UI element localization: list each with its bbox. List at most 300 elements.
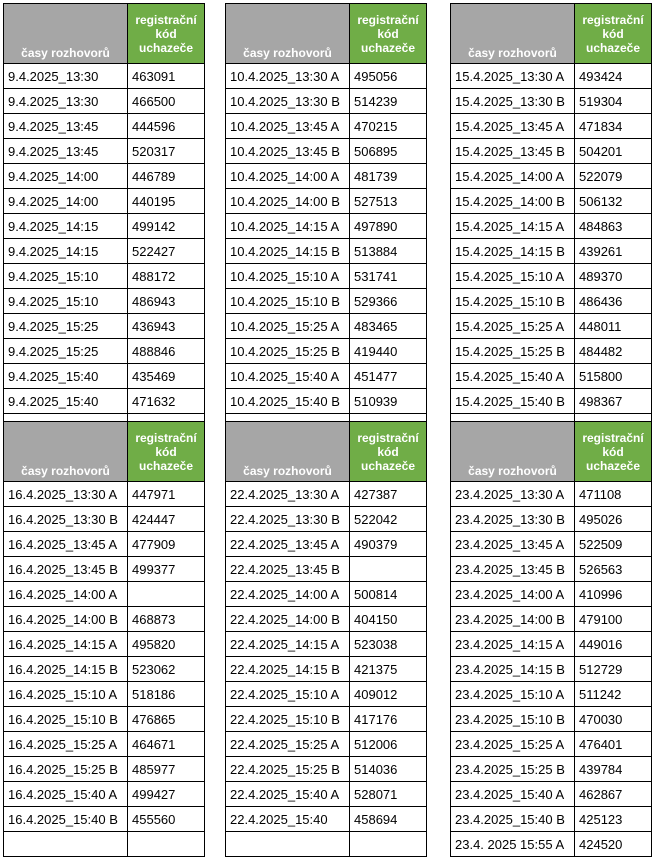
table-row xyxy=(226,89,427,114)
registration-code-cell[interactable]: 435469 xyxy=(128,364,205,389)
interview-time-cell[interactable]: 10.4.2025_15:40 B xyxy=(226,389,350,414)
schedule-table-16-4 xyxy=(3,421,205,857)
table-header-row xyxy=(451,4,652,64)
interview-time-cell[interactable]: 9.4.2025_15:10 xyxy=(4,289,128,314)
table-row xyxy=(451,289,652,314)
table-row xyxy=(451,682,652,707)
registration-code-header xyxy=(575,422,652,482)
registration-code-header xyxy=(128,422,205,482)
table-row xyxy=(451,582,652,607)
interview-time-cell[interactable]: 16.4.2025_15:25 A xyxy=(4,732,128,757)
interview-time-cell[interactable] xyxy=(4,832,128,857)
interview-time-cell[interactable]: 23.4.2025_15:40 A xyxy=(451,782,575,807)
registration-code-cell[interactable]: 506132 xyxy=(575,189,652,214)
registration-code-cell[interactable]: 481739 xyxy=(350,164,427,189)
registration-code-cell[interactable]: 495056 xyxy=(350,64,427,89)
interview-time-cell[interactable]: 10.4.2025_13:45 B xyxy=(226,139,350,164)
registration-code-cell[interactable]: 488172 xyxy=(128,264,205,289)
interview-time-cell[interactable]: 16.4.2025_13:45 B xyxy=(4,557,128,582)
registration-code-cell[interactable]: 466500 xyxy=(128,89,205,114)
registration-code-header-line: registrační xyxy=(135,430,197,445)
table-row xyxy=(226,732,427,757)
table-row xyxy=(226,64,427,89)
table-row xyxy=(226,364,427,389)
table-row xyxy=(451,164,652,189)
table-row xyxy=(226,314,427,339)
registration-code-cell[interactable]: 483465 xyxy=(350,314,427,339)
interview-time-cell[interactable]: 15.4.2025_14:15 B xyxy=(451,239,575,264)
registration-code-cell[interactable]: 455560 xyxy=(128,807,205,832)
registration-code-cell[interactable]: 424520 xyxy=(575,832,652,857)
interview-time-cell[interactable]: 23.4.2025_15:40 B xyxy=(451,807,575,832)
table-row xyxy=(451,89,652,114)
table-row xyxy=(4,632,205,657)
schedule-table-9-4 xyxy=(3,3,205,439)
interview-time-cell[interactable]: 10.4.2025_15:25 B xyxy=(226,339,350,364)
table-row xyxy=(451,189,652,214)
table-header-row xyxy=(226,422,427,482)
interview-time-cell[interactable]: 23.4.2025_15:25 A xyxy=(451,732,575,757)
table-row xyxy=(4,582,205,607)
interview-time-cell[interactable]: 16.4.2025_15:10 B xyxy=(4,707,128,732)
table-header-row xyxy=(4,422,205,482)
interview-time-cell[interactable]: 22.4.2025_15:10 A xyxy=(226,682,350,707)
interview-time-cell[interactable]: 15.4.2025_14:00 A xyxy=(451,164,575,189)
registration-code-cell[interactable]: 504201 xyxy=(575,139,652,164)
interview-time-cell[interactable]: 10.4.2025_13:30 B xyxy=(226,89,350,114)
table-row xyxy=(451,264,652,289)
registration-code-cell[interactable]: 471834 xyxy=(575,114,652,139)
registration-code-cell[interactable]: 522079 xyxy=(575,164,652,189)
interview-time-cell[interactable]: 9.4.2025_14:15 xyxy=(4,214,128,239)
interview-time-cell[interactable]: 15.4.2025_14:15 A xyxy=(451,214,575,239)
registration-code-cell[interactable]: 514036 xyxy=(350,757,427,782)
registration-code-cell[interactable]: 451477 xyxy=(350,364,427,389)
interview-time-cell[interactable]: 16.4.2025_15:10 A xyxy=(4,682,128,707)
registration-code-cell[interactable]: 522427 xyxy=(128,239,205,264)
registration-code-header-line: registrační xyxy=(582,430,644,445)
registration-code-cell[interactable]: 417176 xyxy=(350,707,427,732)
registration-code-cell[interactable]: 523038 xyxy=(350,632,427,657)
table-row xyxy=(451,782,652,807)
registration-code-cell[interactable]: 526563 xyxy=(575,557,652,582)
table-row xyxy=(226,707,427,732)
registration-code-cell[interactable]: 447971 xyxy=(128,482,205,507)
registration-code-cell[interactable]: 512006 xyxy=(350,732,427,757)
registration-code-cell[interactable]: 419440 xyxy=(350,339,427,364)
registration-code-header xyxy=(350,4,427,64)
registration-code-cell[interactable]: 495820 xyxy=(128,632,205,657)
table-row xyxy=(451,364,652,389)
table-row xyxy=(4,682,205,707)
registration-code-cell[interactable]: 489370 xyxy=(575,264,652,289)
interview-times-header: časy rozhovorů xyxy=(226,422,350,482)
registration-code-header-line: registrační xyxy=(357,12,419,27)
registration-code-header-line: uchazeče xyxy=(360,458,416,473)
table-row xyxy=(226,657,427,682)
interview-time-cell[interactable]: 9.4.2025_13:30 xyxy=(4,64,128,89)
table-row xyxy=(451,557,652,582)
registration-code-header-line: kód xyxy=(377,26,399,41)
table-row xyxy=(451,707,652,732)
table-row xyxy=(4,239,205,264)
interview-time-cell[interactable]: 16.4.2025_13:30 B xyxy=(4,507,128,532)
interview-time-cell[interactable]: 23.4.2025_15:25 B xyxy=(451,757,575,782)
registration-code-header-line: kód xyxy=(155,444,177,459)
registration-code-cell[interactable]: 523062 xyxy=(128,657,205,682)
table-row xyxy=(226,532,427,557)
registration-code-cell[interactable]: 449016 xyxy=(575,632,652,657)
interview-time-cell[interactable]: 22.4.2025_14:15 A xyxy=(226,632,350,657)
registration-code-cell[interactable]: 446789 xyxy=(128,164,205,189)
schedule-table-15-4 xyxy=(450,3,652,439)
interview-time-cell[interactable]: 10.4.2025_15:25 A xyxy=(226,314,350,339)
registration-code-header-line: uchazeče xyxy=(138,458,194,473)
registration-code-cell[interactable]: 486943 xyxy=(128,289,205,314)
interview-time-cell[interactable]: 16.4.2025_15:40 A xyxy=(4,782,128,807)
table-row xyxy=(4,114,205,139)
registration-code-header-line: registrační xyxy=(135,12,197,27)
interview-time-cell[interactable]: 23.4.2025_13:30 B xyxy=(451,507,575,532)
interview-time-cell[interactable]: 9.4.2025_13:30 xyxy=(4,89,128,114)
interview-time-cell[interactable]: 15.4.2025_15:10 B xyxy=(451,289,575,314)
interview-time-cell[interactable]: 10.4.2025_15:40 A xyxy=(226,364,350,389)
table-row xyxy=(4,189,205,214)
registration-code-cell[interactable]: 421375 xyxy=(350,657,427,682)
registration-code-cell[interactable]: 520317 xyxy=(128,139,205,164)
interview-time-cell[interactable]: 22.4.2025_14:00 A xyxy=(226,582,350,607)
interview-time-cell[interactable]: 15.4.2025_15:25 B xyxy=(451,339,575,364)
table-row xyxy=(4,89,205,114)
registration-code-cell[interactable]: 404150 xyxy=(350,607,427,632)
interview-time-cell[interactable]: 10.4.2025_14:00 A xyxy=(226,164,350,189)
table-row xyxy=(4,832,205,857)
interview-time-cell[interactable]: 23.4.2025_14:15 A xyxy=(451,632,575,657)
interview-time-cell[interactable]: 15.4.2025_13:30 A xyxy=(451,64,575,89)
interview-time-cell[interactable]: 23.4.2025_14:00 A xyxy=(451,582,575,607)
registration-code-cell[interactable]: 499377 xyxy=(128,557,205,582)
interview-time-cell[interactable]: 23.4.2025_15:10 B xyxy=(451,707,575,732)
table-row xyxy=(226,607,427,632)
registration-code-header-line: registrační xyxy=(582,12,644,27)
schedule-table-23-4 xyxy=(450,421,652,857)
interview-times-header: časy rozhovorů xyxy=(451,4,575,64)
registration-code-cell[interactable]: 531741 xyxy=(350,264,427,289)
registration-code-cell[interactable]: 479100 xyxy=(575,607,652,632)
table-row xyxy=(226,189,427,214)
table-row xyxy=(451,139,652,164)
registration-code-cell[interactable]: 464671 xyxy=(128,732,205,757)
interview-time-cell[interactable]: 16.4.2025_15:40 B xyxy=(4,807,128,832)
interview-time-cell[interactable]: 16.4.2025_13:45 A xyxy=(4,532,128,557)
table-row xyxy=(226,239,427,264)
registration-code-cell[interactable]: 468873 xyxy=(128,607,205,632)
registration-code-cell[interactable]: 484482 xyxy=(575,339,652,364)
interview-time-cell[interactable]: 22.4.2025_13:30 A xyxy=(226,482,350,507)
interview-time-cell[interactable]: 15.4.2025_15:25 A xyxy=(451,314,575,339)
interview-time-cell[interactable]: 15.4.2025_15:10 A xyxy=(451,264,575,289)
registration-code-cell[interactable] xyxy=(128,832,205,857)
registration-code-cell[interactable]: 440195 xyxy=(128,189,205,214)
table-row xyxy=(4,707,205,732)
table-header-row xyxy=(4,4,205,64)
interview-time-cell[interactable]: 10.4.2025_14:15 B xyxy=(226,239,350,264)
registration-code-cell[interactable]: 424447 xyxy=(128,507,205,532)
interview-time-cell[interactable]: 16.4.2025_13:30 A xyxy=(4,482,128,507)
interview-time-cell[interactable]: 9.4.2025_13:45 xyxy=(4,139,128,164)
registration-code-header-line: kód xyxy=(602,444,624,459)
registration-code-cell[interactable]: 458694 xyxy=(350,807,427,832)
table-row xyxy=(4,757,205,782)
registration-code-cell[interactable]: 488846 xyxy=(128,339,205,364)
registration-code-header-line: kód xyxy=(377,444,399,459)
table-row xyxy=(4,314,205,339)
registration-code-cell[interactable]: 477909 xyxy=(128,532,205,557)
registration-code-cell[interactable]: 470030 xyxy=(575,707,652,732)
registration-code-header-line: uchazeče xyxy=(585,458,641,473)
table-row xyxy=(4,482,205,507)
interview-time-cell[interactable]: 23.4.2025_14:15 B xyxy=(451,657,575,682)
registration-code-header xyxy=(350,422,427,482)
interview-time-cell[interactable]: 22.4.2025_15:10 B xyxy=(226,707,350,732)
interview-time-cell[interactable]: 22.4.2025_15:40 A xyxy=(226,782,350,807)
registration-code-cell[interactable]: 425123 xyxy=(575,807,652,832)
table-row xyxy=(451,389,652,414)
table-row xyxy=(226,214,427,239)
interview-time-cell[interactable]: 9.4.2025_15:40 xyxy=(4,364,128,389)
interview-time-cell[interactable]: 22.4.2025_13:30 B xyxy=(226,507,350,532)
interview-time-cell[interactable]: 22.4.2025_13:45 B xyxy=(226,557,350,582)
registration-code-cell[interactable] xyxy=(350,557,427,582)
table-row xyxy=(4,214,205,239)
registration-code-cell[interactable]: 522042 xyxy=(350,507,427,532)
table-row xyxy=(451,532,652,557)
registration-code-cell[interactable]: 493424 xyxy=(575,64,652,89)
table-row xyxy=(226,832,427,857)
registration-code-cell[interactable]: 410996 xyxy=(575,582,652,607)
interview-time-cell[interactable]: 10.4.2025_15:10 B xyxy=(226,289,350,314)
interview-time-cell[interactable]: 23.4.2025_13:45 B xyxy=(451,557,575,582)
table-row xyxy=(4,557,205,582)
interview-times-header: časy rozhovorů xyxy=(451,422,575,482)
registration-code-cell[interactable]: 495026 xyxy=(575,507,652,532)
table-row xyxy=(226,482,427,507)
interview-time-cell[interactable]: 15.4.2025_14:00 B xyxy=(451,189,575,214)
interview-time-cell[interactable]: 10.4.2025_13:45 A xyxy=(226,114,350,139)
table-row xyxy=(451,632,652,657)
table-row xyxy=(451,64,652,89)
registration-code-cell[interactable]: 409012 xyxy=(350,682,427,707)
table-row xyxy=(226,757,427,782)
registration-code-cell[interactable]: 506895 xyxy=(350,139,427,164)
registration-code-cell[interactable]: 439261 xyxy=(575,239,652,264)
registration-code-cell[interactable]: 463091 xyxy=(128,64,205,89)
table-row xyxy=(226,782,427,807)
interview-time-cell[interactable]: 10.4.2025_13:30 A xyxy=(226,64,350,89)
table-row xyxy=(451,339,652,364)
interview-time-cell[interactable]: 10.4.2025_14:00 B xyxy=(226,189,350,214)
table-row xyxy=(4,389,205,414)
table-row xyxy=(226,264,427,289)
registration-code-cell[interactable]: 527513 xyxy=(350,189,427,214)
interview-time-cell[interactable]: 9.4.2025_15:25 xyxy=(4,314,128,339)
interview-times-header: časy rozhovorů xyxy=(4,4,128,64)
interview-time-cell[interactable]: 23.4.2025_13:45 A xyxy=(451,532,575,557)
table-row xyxy=(4,807,205,832)
registration-code-cell[interactable]: 510939 xyxy=(350,389,427,414)
table-row xyxy=(451,807,652,832)
interview-time-cell[interactable]: 22.4.2025_15:25 A xyxy=(226,732,350,757)
registration-code-cell[interactable]: 498367 xyxy=(575,389,652,414)
schedule-table-10-4 xyxy=(225,3,427,439)
registration-code-cell[interactable]: 470215 xyxy=(350,114,427,139)
registration-code-cell[interactable]: 528071 xyxy=(350,782,427,807)
interview-time-cell[interactable]: 16.4.2025_14:00 A xyxy=(4,582,128,607)
registration-code-header-line: uchazeče xyxy=(360,40,416,55)
table-row xyxy=(226,557,427,582)
interview-time-cell[interactable]: 15.4.2025_13:45 A xyxy=(451,114,575,139)
interview-time-cell[interactable]: 22.4.2025_14:15 B xyxy=(226,657,350,682)
registration-code-cell[interactable]: 511242 xyxy=(575,682,652,707)
table-row xyxy=(451,607,652,632)
registration-code-cell[interactable]: 471108 xyxy=(575,482,652,507)
interview-time-cell[interactable]: 15.4.2025_13:30 B xyxy=(451,89,575,114)
table-row xyxy=(4,264,205,289)
registration-code-header-line: kód xyxy=(602,26,624,41)
table-row xyxy=(226,507,427,532)
interview-time-cell[interactable]: 22.4.2025_15:40 xyxy=(226,807,350,832)
registration-code-cell[interactable]: 518186 xyxy=(128,682,205,707)
table-row xyxy=(226,339,427,364)
interview-time-cell[interactable]: 16.4.2025_14:15 A xyxy=(4,632,128,657)
table-row xyxy=(451,757,652,782)
table-row xyxy=(4,364,205,389)
table-row xyxy=(451,732,652,757)
table-row xyxy=(451,507,652,532)
interview-time-cell[interactable]: 9.4.2025_15:25 xyxy=(4,339,128,364)
table-row xyxy=(4,164,205,189)
table-row xyxy=(4,139,205,164)
interview-time-cell[interactable]: 9.4.2025_15:10 xyxy=(4,264,128,289)
registration-code-cell[interactable]: 486436 xyxy=(575,289,652,314)
interview-time-cell[interactable]: 23.4.2025_15:10 A xyxy=(451,682,575,707)
registration-code-cell[interactable]: 514239 xyxy=(350,89,427,114)
interview-time-cell[interactable]: 15.4.2025_15:40 A xyxy=(451,364,575,389)
interview-time-cell[interactable]: 9.4.2025_14:00 xyxy=(4,189,128,214)
table-row xyxy=(4,339,205,364)
registration-code-cell[interactable]: 515800 xyxy=(575,364,652,389)
schedule-table-22-4 xyxy=(225,421,427,857)
table-header-row xyxy=(226,4,427,64)
table-row xyxy=(451,114,652,139)
interview-time-cell[interactable]: 22.4.2025_15:25 B xyxy=(226,757,350,782)
registration-code-cell[interactable]: 499427 xyxy=(128,782,205,807)
registration-code-cell[interactable]: 490379 xyxy=(350,532,427,557)
registration-code-cell[interactable]: 529366 xyxy=(350,289,427,314)
table-row xyxy=(226,389,427,414)
table-row xyxy=(451,239,652,264)
registration-code-cell[interactable]: 436943 xyxy=(128,314,205,339)
table-row xyxy=(451,832,652,857)
table-row xyxy=(226,139,427,164)
interview-times-header: časy rozhovorů xyxy=(4,422,128,482)
table-row xyxy=(226,289,427,314)
interview-time-cell[interactable]: 9.4.2025_14:00 xyxy=(4,164,128,189)
interview-time-cell[interactable]: 23.4.2025_14:00 B xyxy=(451,607,575,632)
interview-time-cell[interactable]: 9.4.2025_15:40 xyxy=(4,389,128,414)
interview-time-cell[interactable]: 15.4.2025_13:45 B xyxy=(451,139,575,164)
interview-time-cell[interactable]: 10.4.2025_14:15 A xyxy=(226,214,350,239)
interview-time-cell[interactable] xyxy=(226,832,350,857)
interview-time-cell[interactable]: 9.4.2025_13:45 xyxy=(4,114,128,139)
table-row xyxy=(4,64,205,89)
table-row xyxy=(451,657,652,682)
registration-code-cell[interactable]: 439784 xyxy=(575,757,652,782)
table-row xyxy=(451,214,652,239)
interview-time-cell[interactable]: 16.4.2025_15:25 B xyxy=(4,757,128,782)
registration-code-cell[interactable]: 499142 xyxy=(128,214,205,239)
table-row xyxy=(226,164,427,189)
table-row xyxy=(226,114,427,139)
registration-code-header xyxy=(128,4,205,64)
interview-time-cell[interactable]: 23.4. 2025 15:55 A xyxy=(451,832,575,857)
registration-code-header-line: uchazeče xyxy=(138,40,194,55)
table-row xyxy=(4,732,205,757)
registration-code-cell[interactable] xyxy=(128,582,205,607)
registration-code-cell[interactable]: 484863 xyxy=(575,214,652,239)
interview-time-cell[interactable]: 22.4.2025_13:45 A xyxy=(226,532,350,557)
interview-time-cell[interactable]: 15.4.2025_15:40 B xyxy=(451,389,575,414)
registration-code-cell[interactable]: 476865 xyxy=(128,707,205,732)
registration-code-cell[interactable]: 462867 xyxy=(575,782,652,807)
table-row xyxy=(451,482,652,507)
registration-code-cell[interactable]: 519304 xyxy=(575,89,652,114)
registration-code-cell[interactable]: 513884 xyxy=(350,239,427,264)
interview-time-cell[interactable]: 22.4.2025_14:00 B xyxy=(226,607,350,632)
interview-time-cell[interactable]: 16.4.2025_14:00 B xyxy=(4,607,128,632)
registration-code-cell[interactable]: 522509 xyxy=(575,532,652,557)
registration-code-cell[interactable]: 485977 xyxy=(128,757,205,782)
interview-time-cell[interactable]: 23.4.2025_13:30 A xyxy=(451,482,575,507)
interview-times-header: časy rozhovorů xyxy=(226,4,350,64)
registration-code-cell[interactable]: 476401 xyxy=(575,732,652,757)
table-row xyxy=(4,657,205,682)
table-row xyxy=(4,607,205,632)
interview-time-cell[interactable]: 16.4.2025_14:15 B xyxy=(4,657,128,682)
table-row xyxy=(4,507,205,532)
registration-code-header-line: kód xyxy=(155,26,177,41)
registration-code-cell[interactable]: 427387 xyxy=(350,482,427,507)
registration-code-header-line: registrační xyxy=(357,430,419,445)
interview-time-cell[interactable]: 10.4.2025_15:10 A xyxy=(226,264,350,289)
table-row xyxy=(226,582,427,607)
table-row xyxy=(4,782,205,807)
registration-code-cell[interactable] xyxy=(350,832,427,857)
interview-time-cell[interactable]: 9.4.2025_14:15 xyxy=(4,239,128,264)
registration-code-cell[interactable]: 448011 xyxy=(575,314,652,339)
table-row xyxy=(226,807,427,832)
registration-code-cell[interactable]: 497890 xyxy=(350,214,427,239)
registration-code-cell[interactable]: 444596 xyxy=(128,114,205,139)
registration-code-cell[interactable]: 500814 xyxy=(350,582,427,607)
table-row xyxy=(451,314,652,339)
registration-code-cell[interactable]: 471632 xyxy=(128,389,205,414)
registration-code-cell[interactable]: 512729 xyxy=(575,657,652,682)
table-row xyxy=(226,682,427,707)
registration-code-header xyxy=(575,4,652,64)
table-header-row xyxy=(451,422,652,482)
table-row xyxy=(4,532,205,557)
